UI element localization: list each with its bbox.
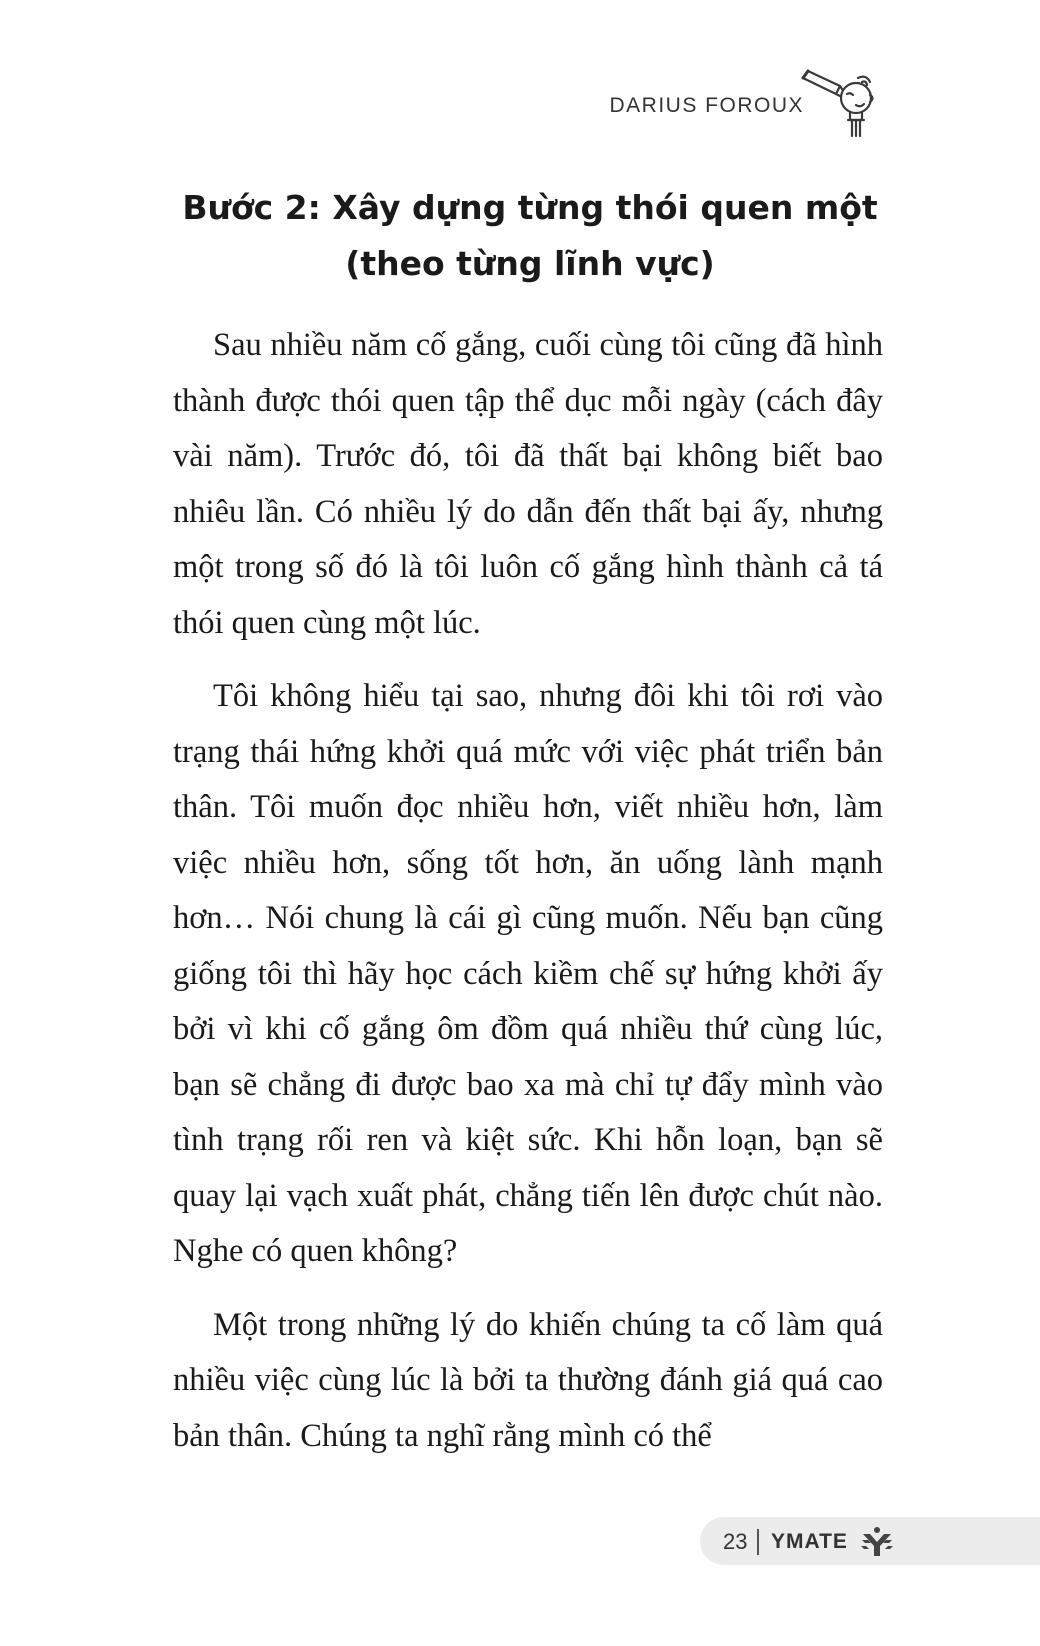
paragraph-1: Sau nhiều năm cố gắng, cuối cùng tôi cũng đã hình thành được thói quen tập thể dục mỗi ngày (cách đây vài năm). Trước đó, tôi đã thất bại không biết bao nhiêu lần. Có nhiều lý do dẫn đến thất bại ấy, nhưng một trong số đó là tôi luôn cố gắng hình thành cả tá thói quen cùng một lúc. — [173, 327, 883, 641]
running-header-author: DARIUS FOROUX — [609, 94, 804, 117]
body-text — [173, 318, 883, 1482]
person-with-telescope-icon — [800, 68, 885, 146]
section-heading-line-2: (theo từng lĩnh vực) — [345, 244, 715, 283]
section-heading-line-1: Bước 2: Xây dựng từng thói quen một — [182, 188, 878, 227]
publisher-name: YMATE — [770, 1530, 848, 1553]
footer-divider — [757, 1529, 759, 1555]
footer — [723, 1527, 894, 1557]
paragraph-3: Một trong những lý do khiến chúng ta cố làm quá nhiều việc cùng lúc là bởi ta thường đánh giá quá cao bản thân. Chúng ta nghĩ rằng mình có thể — [173, 1306, 883, 1454]
paragraph-2: Tôi không hiểu tại sao, nhưng đôi khi tôi rơi vào trạng thái hứng khởi quá mức với việc phát triển bản thân. Tôi muốn đọc nhiều hơn, viết nhiều hơn, làm việc nhiều hơn, sống tốt hơn, ăn uống lành mạnh hơn… Nói chung là cái gì cũng muốn. Nếu bạn cũng giống tôi thì hãy học cách kiềm chế sự hứng khởi ấy bởi vì khi cố gắng ôm đồm quá nhiều thứ cùng lúc, bạn sẽ chẳng đi được bao xa mà chỉ tự đẩy mình vào tình trạng rối ren và kiệt sức. Khi hỗn loạn, bạn sẽ quay lại vạch xuất phát, chẳng tiến lên được chút nào. Nghe có quen không? — [173, 678, 883, 1269]
section-heading — [150, 180, 910, 292]
ymate-logo-icon — [860, 1525, 894, 1559]
page-number: 23 — [723, 1529, 748, 1554]
